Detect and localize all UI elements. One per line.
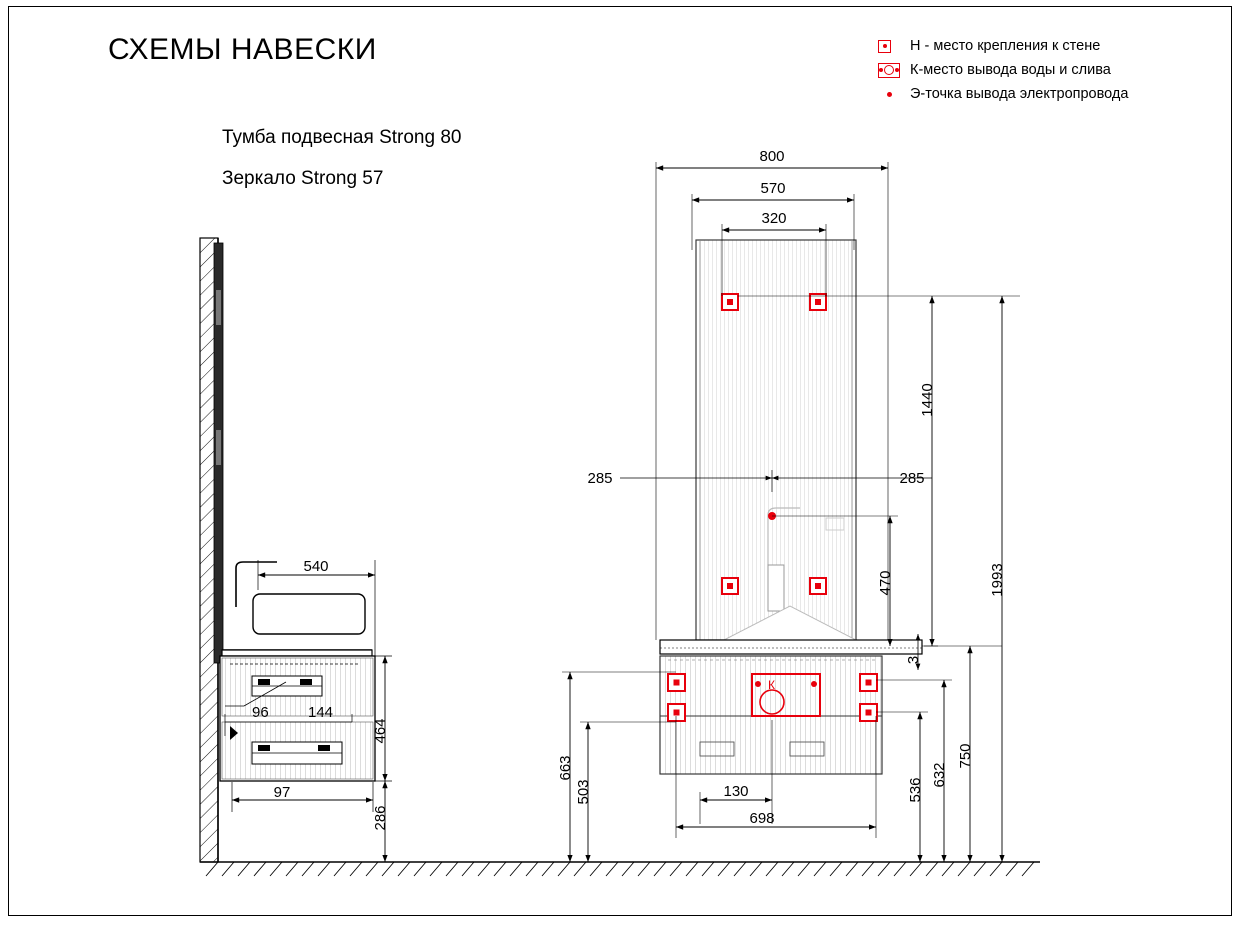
dim-label-632: 632 [931,762,948,788]
side-view [200,238,392,862]
dim-label-570: 570 [760,180,786,197]
dim-label-536: 536 [907,777,924,803]
front-view [557,148,1020,862]
dim-label-503: 503 [575,779,592,805]
dim-label-1440: 1440 [919,383,936,417]
dim-1993 [988,296,1016,862]
legend-label-electric-point: Э-точка вывода электропровода [910,86,1129,102]
dim-label-1993: 1993 [989,563,1006,597]
legend-label-water-outlet: К-место вывода воды и слива [910,62,1111,78]
dim-632 [876,680,952,862]
side-basin [222,562,372,656]
dim-663 [557,672,676,862]
dim-label-470: 470 [877,570,894,596]
product-subtitle-cabinet: Тумба подвесная Strong 80 [222,127,462,148]
dim-label-3: 3 [905,655,922,665]
dim-label-286: 286 [372,805,389,831]
dim-label-96: 96 [252,704,269,721]
dim-label-285-left: 285 [587,470,613,487]
dim-label-663: 663 [557,755,574,781]
legend-label-wall-mount: Н - место крепления к стене [910,38,1101,54]
dim-label-800: 800 [759,148,785,165]
dim-label-130: 130 [723,783,749,800]
product-subtitle-mirror: Зеркало Strong 57 [222,168,384,189]
dim-97 [232,782,373,812]
dim-750 [922,646,1002,862]
page-title: СХЕМЫ НАВЕСКИ [108,33,377,66]
dim-286 [372,781,392,862]
dim-label-698: 698 [749,810,775,827]
dim-label-464: 464 [372,718,389,744]
dim-label-320: 320 [761,210,787,227]
dim-label-750: 750 [957,743,974,769]
dim-label-97: 97 [273,784,291,801]
dim-label-540: 540 [303,558,329,575]
dim-label-285-right: 285 [899,470,925,487]
water-outlet-label: К [768,678,775,692]
dim-label-144: 144 [308,704,334,721]
floor-line [200,862,1040,876]
dim-536 [876,712,928,862]
